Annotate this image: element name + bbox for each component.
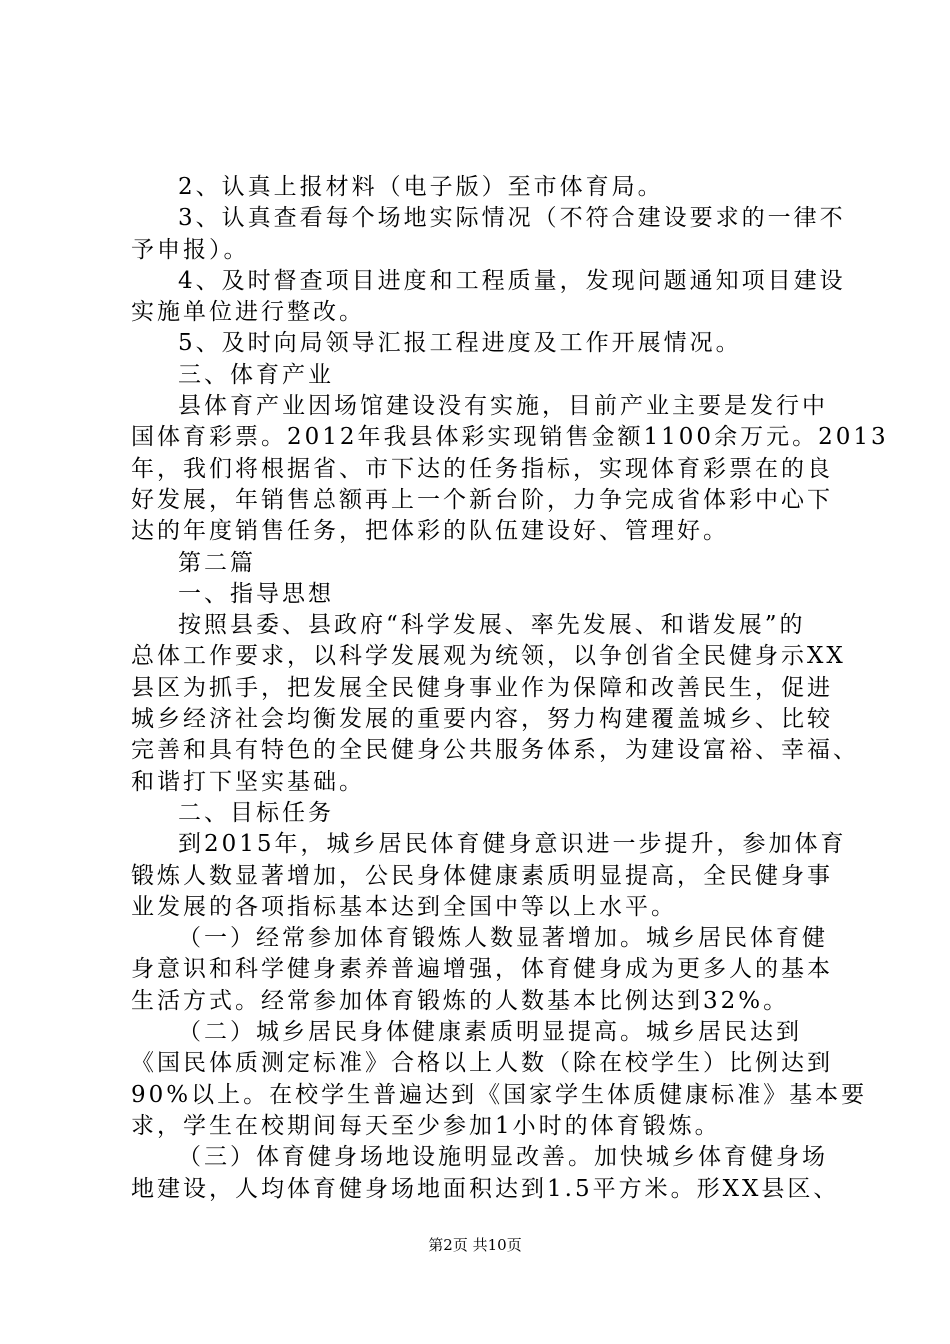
text-line: 5、及时向局领导汇报工程进度及工作开展情况。 (178, 330, 742, 357)
text-line: 好发展，年销售总额再上一个新台阶，力争完成省体彩中心下 (131, 486, 833, 513)
text-line: 达的年度销售任务，把体彩的队伍建设好、管理好。 (131, 518, 729, 545)
text-line: 县区为抓手，把发展全民健身事业作为保障和改善民生，促进 (131, 674, 833, 701)
text-line: 3、认真查看每个场地实际情况（不符合建设要求的一律不 (178, 205, 846, 232)
text-line: 2、认真上报材料（电子版）至市体育局。 (178, 174, 664, 200)
text-line: 4、及时督查项目进度和工程质量，发现问题通知项目建设 (178, 267, 846, 294)
text-line: 国体育彩票。2012年我县体彩实现销售金额1100余万元。2013 (131, 424, 889, 451)
text-line: 总体工作要求，以科学发展观为统领，以争创省全民健身示XX (131, 643, 846, 670)
section-heading: 三、体育产业 (178, 361, 334, 388)
text-line: 按照县委、县政府“科学发展、率先发展、和谐发展”的 (178, 612, 806, 639)
text-line: 完善和具有特色的全民健身公共服务体系，为建设富裕、幸福、 (131, 737, 859, 764)
page-number: 第2页 共10页 (428, 1236, 522, 1254)
text-line: 和谐打下坚实基础。 (131, 768, 365, 795)
text-line: 地建设，人均体育健身场地面积达到1.5平方米。形XX县区、 (131, 1175, 840, 1202)
section-heading: 第二篇 (178, 549, 256, 576)
text-line: 城乡经济社会均衡发展的重要内容，努力构建覆盖城乡、比较 (131, 706, 833, 733)
text-line: 实施单位进行整改。 (131, 299, 365, 326)
page-footer (0, 1234, 950, 1255)
text-line: （一）经常参加体育锻炼人数显著增加。城乡居民体育健 (178, 925, 828, 952)
text-line: 90%以上。在校学生普遍达到《国家学生体质健康标准》基本要 (131, 1081, 868, 1108)
section-heading: 一、指导思想 (178, 580, 334, 607)
text-line: 到2015年，城乡居民体育健身意识进一步提升，参加体育 (178, 831, 847, 858)
text-line: （二）城乡居民身体健康素质明显提高。城乡居民达到 (178, 1019, 802, 1046)
text-line: 身意识和科学健身素养普遍增强，体育健身成为更多人的基本 (131, 956, 833, 983)
text-line: 《国民体质测定标准》合格以上人数（除在校学生）比例达到 (131, 1050, 833, 1077)
text-line: （三）体育健身场地设施明显改善。加快城乡体育健身场 (178, 1144, 828, 1171)
section-heading: 二、目标任务 (178, 799, 334, 826)
text-line: 求，学生在校期间每天至少参加1小时的体育锻炼。 (131, 1112, 721, 1139)
text-line: 生活方式。经常参加体育锻炼的人数基本比例达到32%。 (131, 987, 790, 1014)
text-line: 予申报）。 (131, 236, 250, 263)
text-line: 业发展的各项指标基本达到全国中等以上水平。 (131, 893, 677, 920)
document-body (0, 172, 950, 1205)
text-line: 年，我们将根据省、市下达的任务指标，实现体育彩票在的良 (131, 455, 833, 482)
text-line: 锻炼人数显著增加，公民身体健康素质明显提高，全民健身事 (131, 862, 833, 889)
text-line: 县体育产业因场馆建设没有实施，目前产业主要是发行中 (178, 393, 828, 420)
